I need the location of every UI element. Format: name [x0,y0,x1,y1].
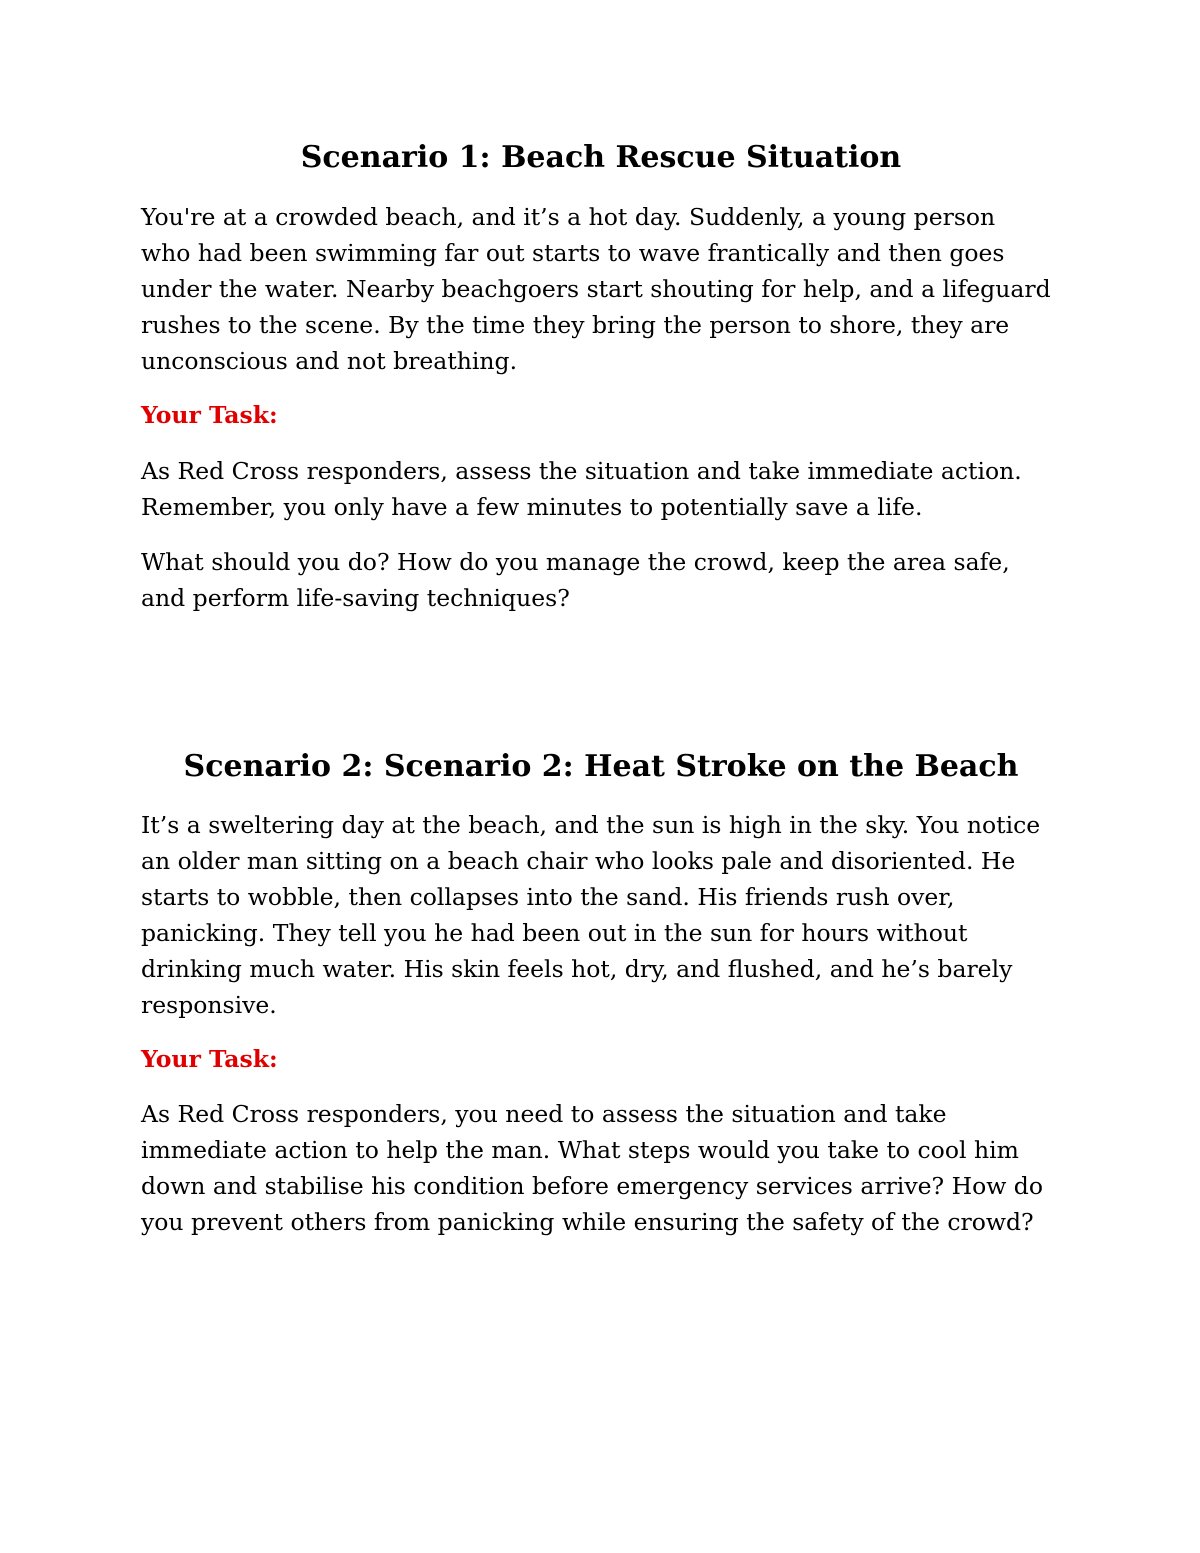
text-line: immediate action to help the man. What steps would you take to cool him [141,1136,1019,1164]
scenario-1-description [141,199,1061,379]
text-line: responsive. [141,991,277,1019]
scenario-1-section [141,138,1061,616]
scenario-2-description [141,807,1061,1023]
text-line: As Red Cross responders, assess the situation and take immediate action. [141,457,1022,485]
text-line: down and stabilise his condition before emergency services arrive? How do [141,1172,1043,1200]
scenario-2-task-text [141,1096,1061,1240]
scenario-2-task-label: Your Task: [141,1045,278,1073]
scenario-1-question [141,544,1061,616]
text-line: an older man sitting on a beach chair who looks pale and disoriented. He [141,847,1016,875]
text-line: Remember, you only have a few minutes to potentially save a life. [141,493,923,521]
text-line: drinking much water. His skin feels hot, dry, and flushed, and he’s barely [141,955,1013,983]
text-line: rushes to the scene. By the time they bring the person to shore, they are [141,311,1010,339]
text-line: who had been swimming far out starts to wave frantically and then goes [141,239,1005,267]
text-line: You're at a crowded beach, and it’s a hot day. Suddenly, a young person [141,203,996,231]
text-line: As Red Cross responders, you need to assess the situation and take [141,1100,947,1128]
scenario-1-heading: Scenario 1: Beach Rescue Situation [300,140,902,175]
text-line: panicking. They tell you he had been out in the sun for hours without [141,919,968,947]
scenario-1-task-text [141,453,1061,525]
text-line: and perform life-saving techniques? [141,584,570,612]
scenario-1-task-label: Your Task: [141,401,278,429]
text-line: starts to wobble, then collapses into the sand. His friends rush over, [141,883,955,911]
text-line: It’s a sweltering day at the beach, and the sun is high in the sky. You notice [141,811,1041,839]
text-line: What should you do? How do you manage the crowd, keep the area safe, [141,548,1010,576]
text-line: you prevent others from panicking while ensuring the safety of the crowd? [141,1208,1034,1236]
scenario-2-heading: Scenario 2: Scenario 2: Heat Stroke on the Beach [183,749,1019,784]
text-line: unconscious and not breathing. [141,347,518,375]
text-line: under the water. Nearby beachgoers start shouting for help, and a lifeguard [141,275,1051,303]
scenario-2-section [141,747,1061,1240]
